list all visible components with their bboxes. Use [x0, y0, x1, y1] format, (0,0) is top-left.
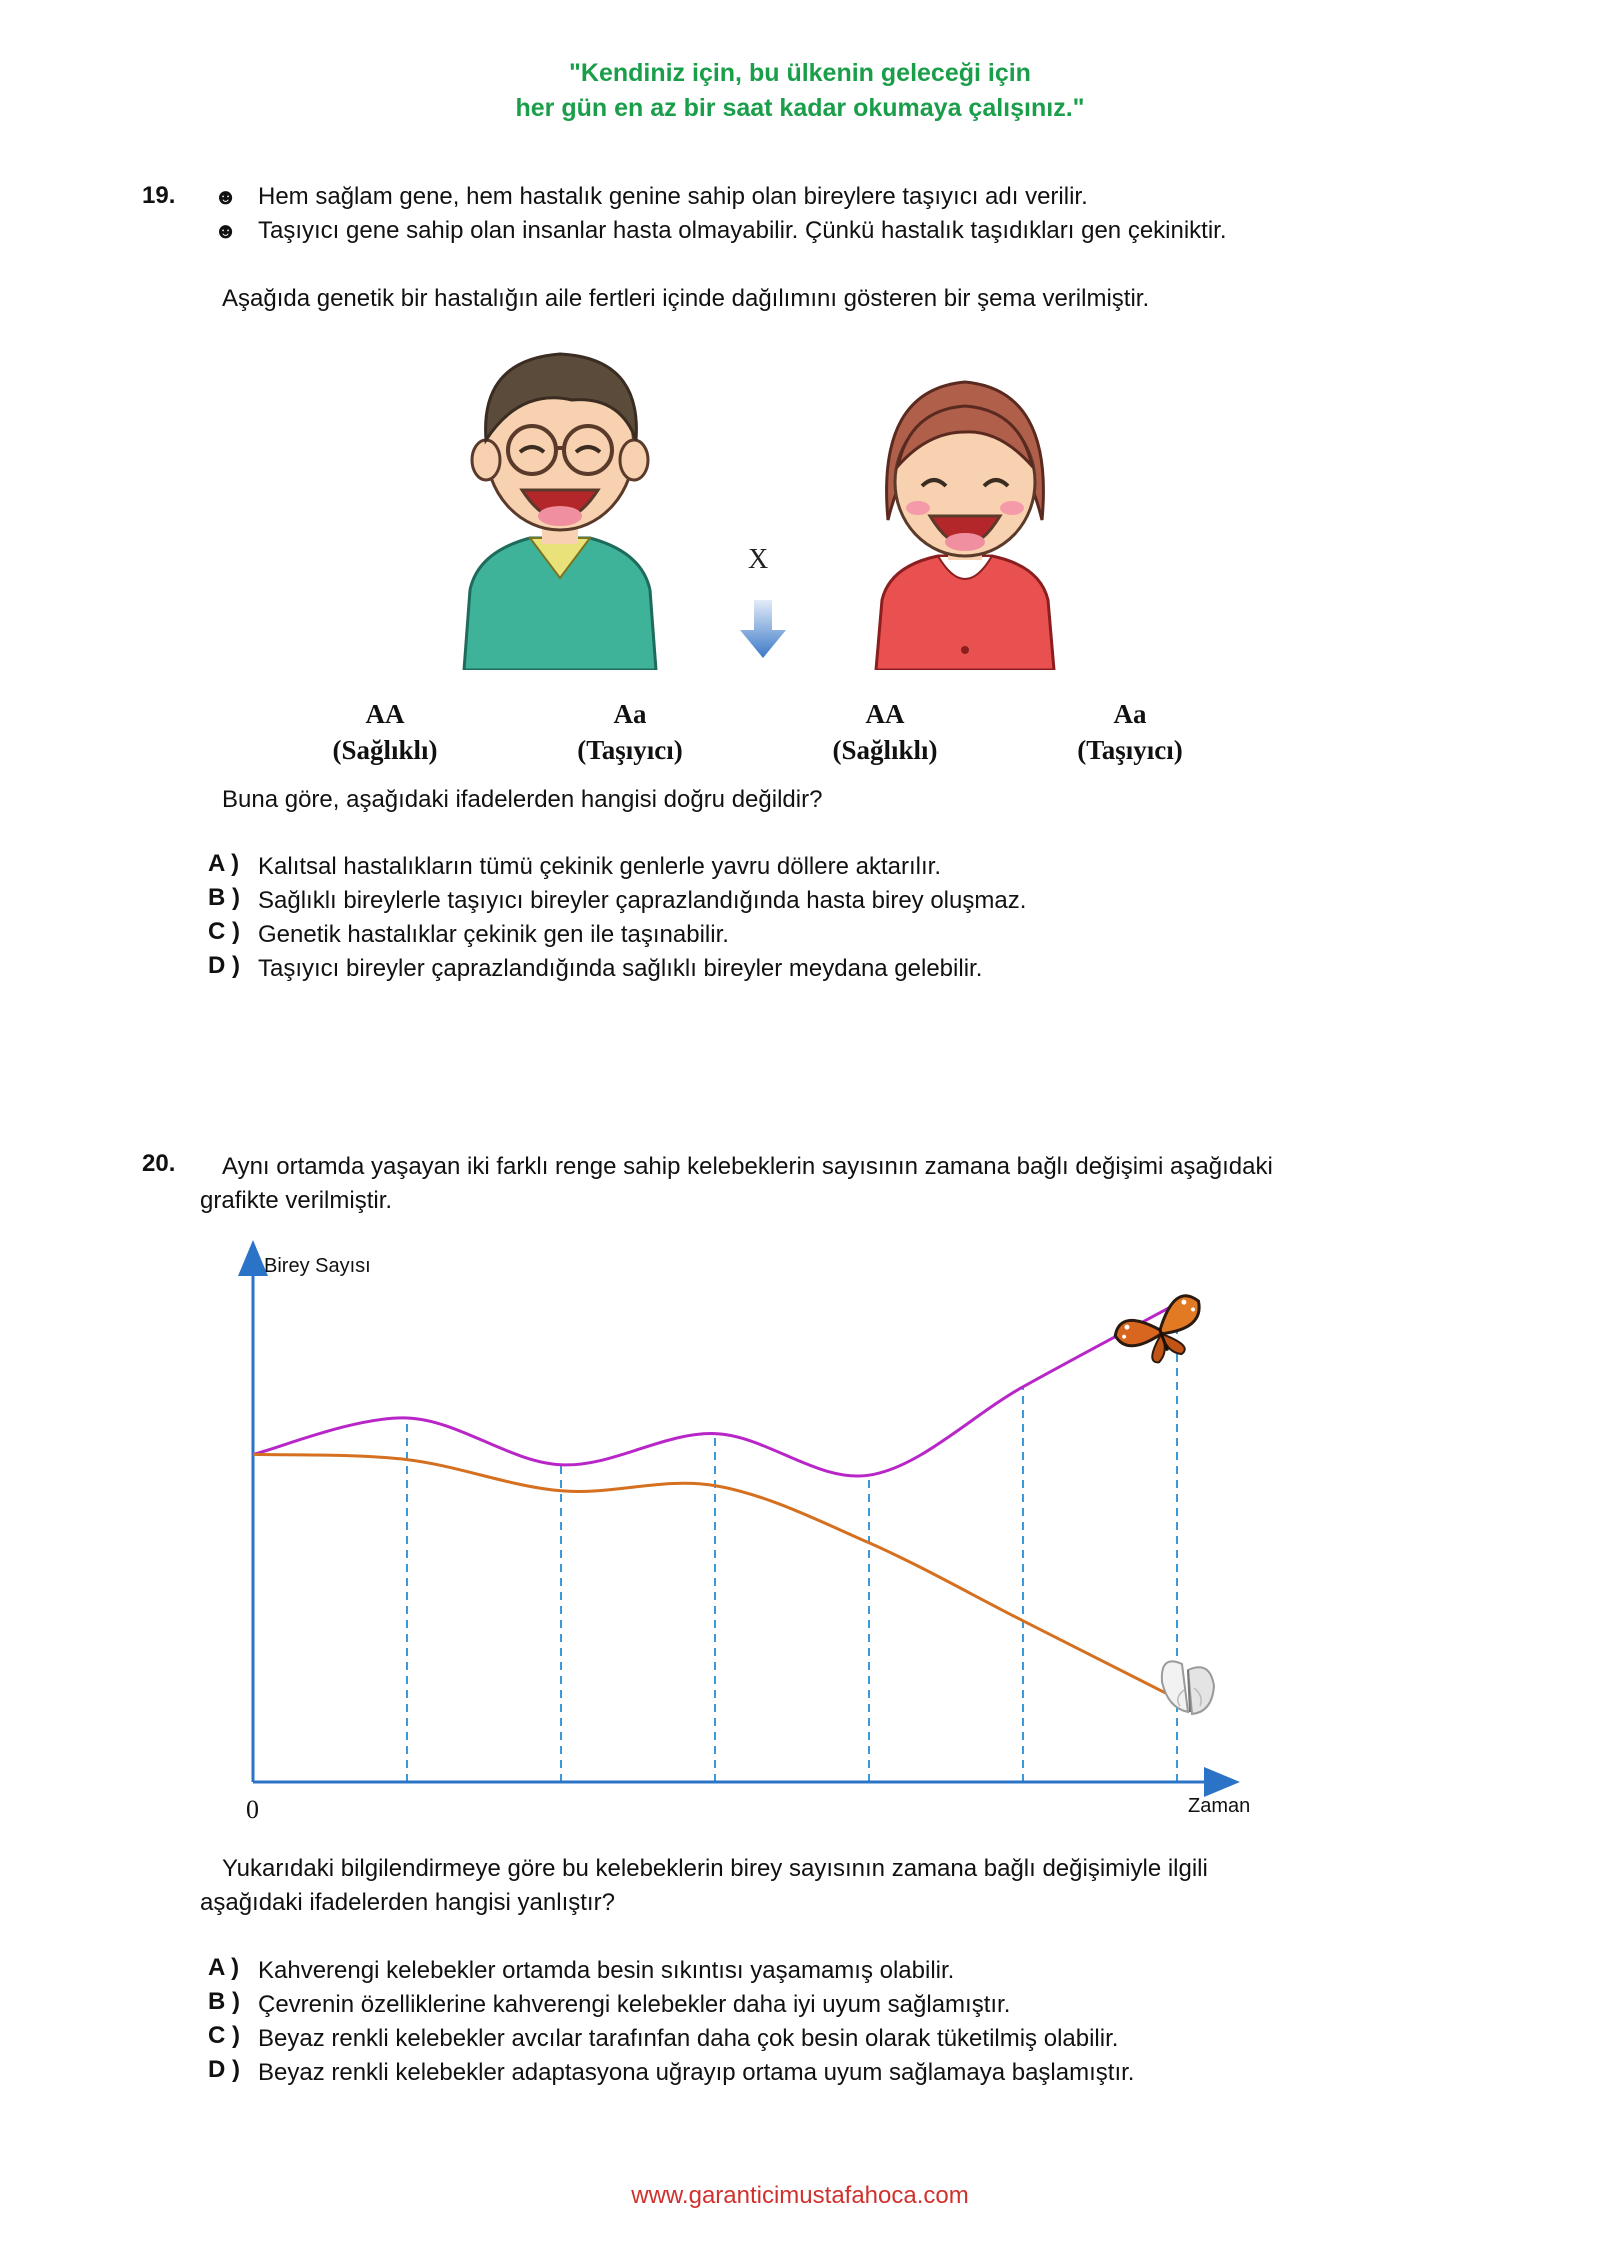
- y-axis-label: Birey Sayısı: [264, 1255, 371, 1277]
- q20-option-b-letter[interactable]: B ): [208, 1988, 240, 2015]
- q19-question: Buna göre, aşağıdaki ifadelerden hangisi doğru değildir?: [222, 786, 823, 813]
- origin-label: 0: [246, 1795, 259, 1824]
- footer-website-link[interactable]: www.garanticimustafahoca.com: [631, 2182, 969, 2209]
- q19-bullet-2: Taşıyıcı gene sahip olan insanlar hasta olmayabilir. Çünkü hastalık taşıdıkları gen çekiniktir.: [258, 217, 1227, 244]
- q20-option-a-text[interactable]: Kahverengi kelebekler ortamda besin sıkıntısı yaşamamış olabilir.: [258, 1957, 955, 1984]
- genotype-code: Aa: [1113, 699, 1147, 729]
- q20-option-d-text[interactable]: Beyaz renkli kelebekler adaptasyona uğrayıp ortama uyum sağlamaya başlamıştır.: [258, 2059, 1135, 2086]
- q19-option-a-text[interactable]: Kalıtsal hastalıkların tümü çekinik genlerle yavru döllere aktarılır.: [258, 853, 941, 880]
- q20-option-c-text[interactable]: Beyaz renkli kelebekler avcılar tarafınfan daha çok besin olarak tüketilmiş olabilir.: [258, 2025, 1119, 2052]
- motto-line-2: her gün en az bir saat kadar okumaya çalışınız.": [515, 94, 1085, 122]
- q20-intro-line-2: grafikte verilmiştir.: [200, 1187, 393, 1214]
- brown-butterfly-icon: [1110, 1291, 1213, 1373]
- genotype-label: (Taşıyıcı): [577, 735, 683, 765]
- q19-bullet-1: Hem sağlam gene, hem hastalık genine sahip olan bireylere taşıyıcı adı verilir.: [258, 183, 1088, 210]
- white-butterfly-icon: [1162, 1661, 1214, 1714]
- bullet-smiley-icon: ☻: [214, 218, 238, 243]
- series-line-1: [253, 1304, 1177, 1476]
- q19-option-b-letter[interactable]: B ): [208, 884, 240, 911]
- q19-intro: Aşağıda genetik bir hastalığın aile fertleri içinde dağılımını gösteren bir şema verilmiştir.: [222, 285, 1150, 312]
- q19-option-d-letter[interactable]: D ): [208, 952, 240, 979]
- x-axis-label: Zaman: [1188, 1795, 1251, 1817]
- genotype-code: AA: [365, 699, 405, 729]
- q20-option-c-letter[interactable]: C ): [208, 2022, 240, 2049]
- genotype-code: Aa: [613, 699, 647, 729]
- q20-question-line-1: Yukarıdaki bilgilendirmeye göre bu kelebeklerin birey sayısının zamana bağlı değişimiyle ilgili: [222, 1855, 1208, 1882]
- q20-question-line-2: aşağıdaki ifadelerden hangisi yanlıştır?: [200, 1889, 615, 1916]
- bullet-smiley-icon: ☻: [214, 184, 238, 209]
- q20-option-a-letter[interactable]: A ): [208, 1954, 240, 1981]
- q20-option-b-text[interactable]: Çevrenin özelliklerine kahverengi kelebekler daha iyi uyum sağlamıştır.: [258, 1991, 1011, 2018]
- genotype-label: (Sağlıklı): [832, 735, 938, 765]
- q19-option-c-text[interactable]: Genetik hastalıklar çekinik gen ile taşınabilir.: [258, 921, 729, 948]
- genotype-label: (Taşıyıcı): [1077, 735, 1183, 765]
- genotype-code: AA: [865, 699, 905, 729]
- question-19-number: 19.: [142, 182, 176, 209]
- q19-option-c-letter[interactable]: C ): [208, 918, 240, 945]
- q20-intro-line-1: Aynı ortamda yaşayan iki farklı renge sahip kelebeklerin sayısının zamana bağlı değişimi aşağıdaki: [222, 1153, 1273, 1180]
- cross-symbol: X: [748, 544, 769, 575]
- q19-option-d-text[interactable]: Taşıyıcı bireyler çaprazlandığında sağlıklı bireyler meydana gelebilir.: [258, 955, 983, 982]
- motto-line-1: "Kendiniz için, bu ülkenin geleceği için: [569, 59, 1031, 87]
- question-20-number: 20.: [142, 1150, 176, 1177]
- q20-option-d-letter[interactable]: D ): [208, 2056, 240, 2083]
- q19-option-b-text[interactable]: Sağlıklı bireylerle taşıyıcı bireyler çaprazlandığında hasta birey oluşmaz.: [258, 887, 1027, 914]
- genotype-label: (Sağlıklı): [332, 735, 438, 765]
- q19-option-a-letter[interactable]: A ): [208, 850, 240, 877]
